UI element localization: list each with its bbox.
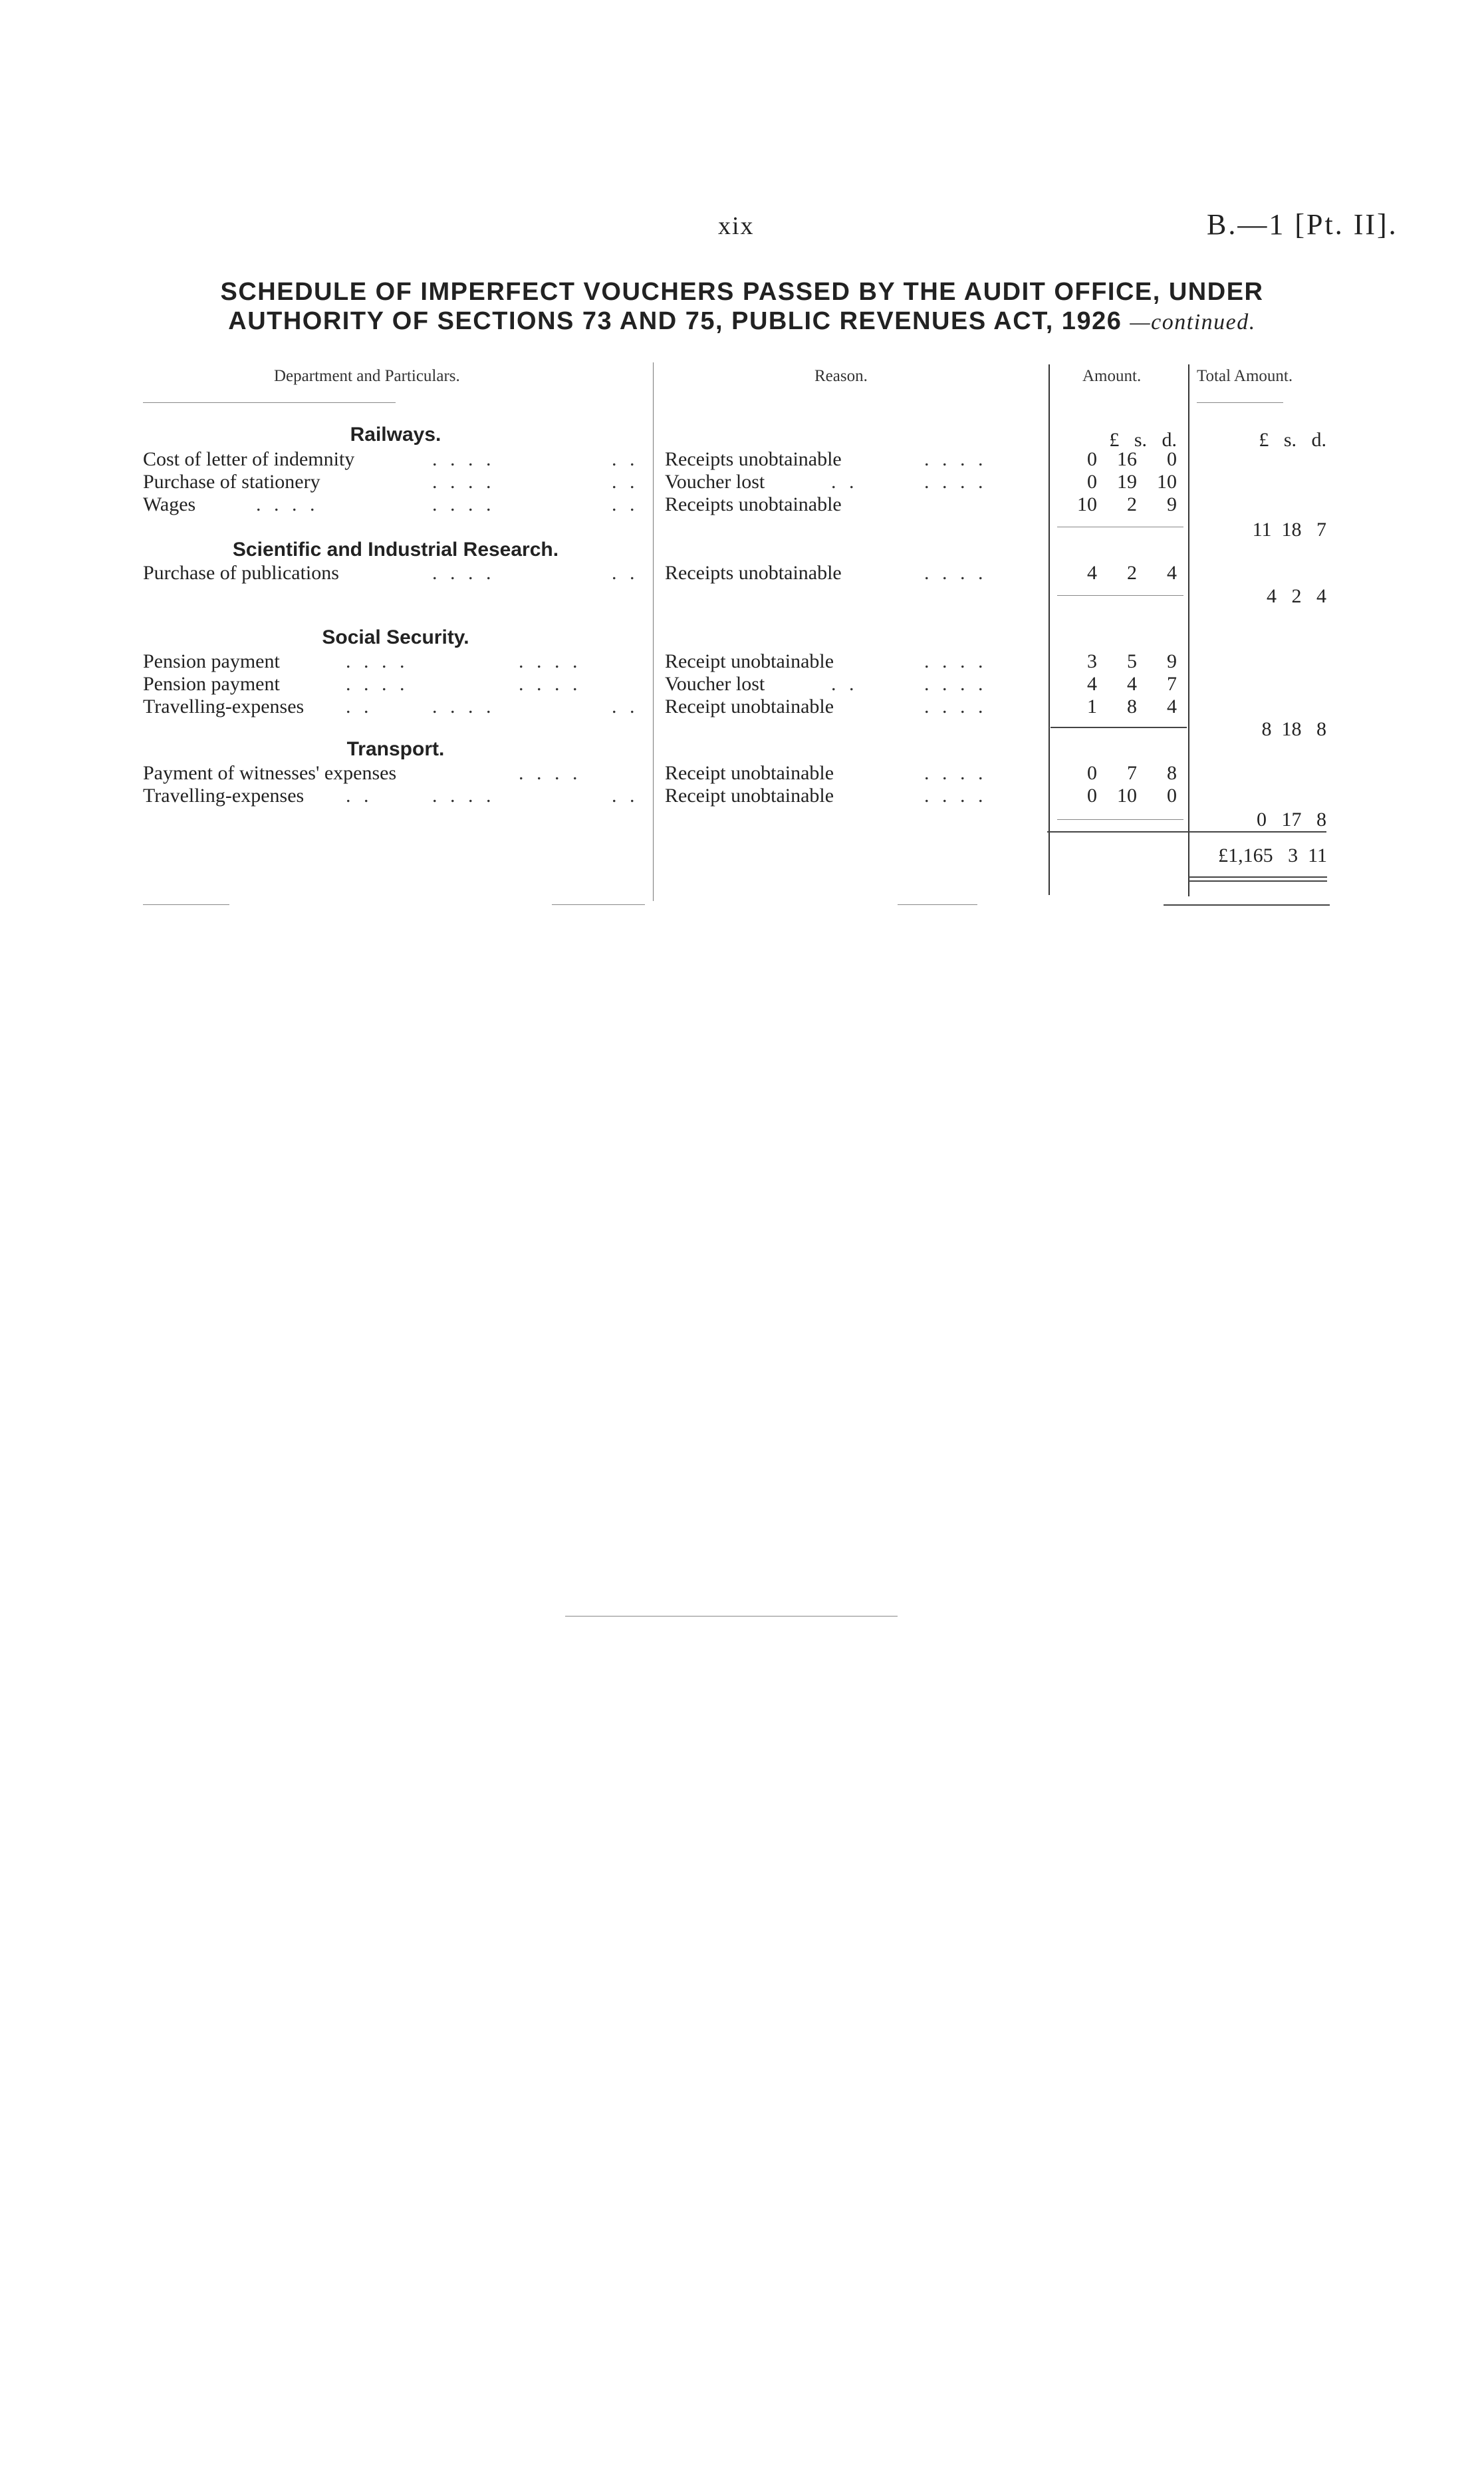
column-head-total: Total Amount. xyxy=(1197,367,1293,385)
dot-leader: . . . . xyxy=(256,493,319,515)
dot-leader: . . . . xyxy=(432,696,495,717)
dot-leader: . . xyxy=(346,696,373,717)
total-pence: 7 xyxy=(1316,519,1326,541)
amount-pence: 9 xyxy=(1167,650,1177,672)
amount-shillings: 16 xyxy=(1117,448,1137,470)
department-total-railways xyxy=(1197,519,1326,541)
dot-leader: . . . . xyxy=(432,471,495,493)
amount-pence: 9 xyxy=(1167,493,1177,515)
total-pounds: 11 xyxy=(1252,519,1272,541)
document-reference: B.—1 [Pt. II]. xyxy=(1207,208,1398,241)
grand-total-top-rule xyxy=(1047,831,1326,833)
dot-leader: . . xyxy=(831,471,858,493)
column-head-reason: Reason. xyxy=(814,367,868,385)
amount-shillings: 10 xyxy=(1117,785,1137,807)
department-heading-scientific-research: Scientific and Industrial Research. xyxy=(232,539,559,561)
item-reason: Voucher lost xyxy=(665,673,765,695)
grand-total-pence: 11 xyxy=(1308,844,1327,866)
dot-leader: . . . . xyxy=(346,650,409,672)
total-pence: 8 xyxy=(1316,718,1326,740)
amount-shillings: 8 xyxy=(1127,696,1137,717)
column-head-amount: Amount. xyxy=(1082,367,1142,385)
dot-leader: . . . . xyxy=(432,493,495,515)
item-particular: Travelling-expenses xyxy=(143,696,305,717)
department-heading-railways: Railways. xyxy=(350,424,441,446)
department-heading-transport: Transport. xyxy=(346,738,445,760)
dot-leader: . . . . xyxy=(519,650,582,672)
item-reason: Receipt unobtainable xyxy=(665,650,834,672)
dot-leader: . . xyxy=(612,785,639,807)
amount-pounds: 3 xyxy=(1087,650,1097,672)
table-bottom-rule xyxy=(1164,904,1330,906)
schedule-title-continued: —continued. xyxy=(1130,310,1256,334)
dot-leader: . . . . xyxy=(432,785,495,807)
item-particular: Purchase of publications xyxy=(143,562,339,584)
subtotal-rule xyxy=(1057,595,1183,596)
schedule-title-line2-text: AUTHORITY OF SECTIONS 73 AND 75, PUBLIC REVENUES ACT, 1926 xyxy=(228,307,1122,335)
item-particular: Payment of witnesses' expenses xyxy=(143,762,397,784)
amount-shillings: 2 xyxy=(1127,562,1137,584)
dot-leader: . . . . xyxy=(924,696,987,717)
amount-pence: 0 xyxy=(1167,785,1177,807)
amount-shillings: 4 xyxy=(1127,673,1137,695)
item-reason: Receipts unobtainable xyxy=(665,448,842,470)
dot-leader: . . . . xyxy=(924,448,987,470)
total-shillings: 2 xyxy=(1291,585,1302,607)
item-reason: Receipt unobtainable xyxy=(665,696,834,717)
item-particular: Cost of letter of indemnity xyxy=(143,448,355,470)
total-pence: 4 xyxy=(1316,585,1326,607)
dot-leader: . . . . xyxy=(924,673,987,695)
header-rule-left xyxy=(143,402,396,403)
total-pounds: 4 xyxy=(1267,585,1277,607)
amount-pounds: 0 xyxy=(1087,762,1097,784)
amount-shillings: 7 xyxy=(1127,762,1137,784)
amount-shillings: 2 xyxy=(1127,493,1137,515)
page-number: xix xyxy=(718,212,755,240)
dot-leader: . . . . xyxy=(432,562,495,584)
table-bottom-rule xyxy=(898,904,977,905)
amount-pence: 4 xyxy=(1167,696,1177,717)
item-particular: Purchase of stationery xyxy=(143,471,320,493)
item-particular: Travelling-expenses xyxy=(143,785,305,807)
total-shillings: 17 xyxy=(1281,809,1302,831)
unit-shillings: s. xyxy=(1283,429,1297,451)
grand-total-rule-1 xyxy=(1189,876,1327,878)
amount-pence: 7 xyxy=(1167,673,1177,695)
department-total-transport xyxy=(1197,809,1326,831)
dot-leader: . . xyxy=(612,448,639,470)
item-reason: Receipt unobtainable xyxy=(665,785,834,807)
item-particular: Wages xyxy=(143,493,196,515)
unit-pounds: £ xyxy=(1259,429,1269,451)
amount-pounds: 0 xyxy=(1087,448,1097,470)
dot-leader: . . . . xyxy=(924,650,987,672)
amount-pence: 0 xyxy=(1167,448,1177,470)
grand-total-pounds: £1,165 xyxy=(1218,844,1273,866)
unit-pounds: £ xyxy=(1109,429,1120,451)
amount-pounds: 4 xyxy=(1087,562,1097,584)
closing-rule xyxy=(565,1616,898,1617)
item-reason: Receipts unobtainable xyxy=(665,562,842,584)
column-head-particulars: Department and Particulars. xyxy=(274,367,460,385)
item-particular: Pension payment xyxy=(143,650,280,672)
total-units xyxy=(1197,429,1326,452)
column-rule-amount-left xyxy=(1049,364,1050,895)
dot-leader: . . . . xyxy=(346,673,409,695)
amount-pounds: 0 xyxy=(1087,785,1097,807)
amount-pounds: 4 xyxy=(1087,673,1097,695)
dot-leader: . . . . xyxy=(924,762,987,784)
dot-leader: . . xyxy=(612,562,639,584)
dot-leader: . . . . xyxy=(432,448,495,470)
item-particular: Pension payment xyxy=(143,673,280,695)
dot-leader: . . . . xyxy=(519,673,582,695)
unit-pence: d. xyxy=(1162,429,1177,451)
amount-pounds: 10 xyxy=(1077,493,1097,515)
dot-leader: . . xyxy=(612,471,639,493)
dot-leader: . . . . xyxy=(924,785,987,807)
amount-shillings: 19 xyxy=(1117,471,1137,493)
amount-pence: 8 xyxy=(1167,762,1177,784)
total-pounds: 0 xyxy=(1257,809,1267,831)
unit-pence: d. xyxy=(1311,429,1326,451)
total-pounds: 8 xyxy=(1261,718,1272,740)
table-bottom-rule xyxy=(143,904,229,905)
dot-leader: . . . . xyxy=(924,471,987,493)
column-rule-amount-right xyxy=(1188,364,1189,896)
table-bottom-rule xyxy=(552,904,645,905)
dot-leader: . . xyxy=(612,696,639,717)
amount-pounds: 0 xyxy=(1087,471,1097,493)
subtotal-rule xyxy=(1051,727,1187,728)
dot-leader: . . xyxy=(346,785,373,807)
subtotal-rule xyxy=(1057,819,1183,820)
item-reason: Receipt unobtainable xyxy=(665,762,834,784)
header-rule-right xyxy=(1197,402,1283,403)
amount-shillings: 5 xyxy=(1127,650,1137,672)
grand-total xyxy=(1189,844,1327,867)
total-shillings: 18 xyxy=(1281,718,1302,740)
department-heading-social-security: Social Security. xyxy=(322,626,469,648)
grand-total-rule-2 xyxy=(1189,880,1327,882)
dot-leader: . . xyxy=(612,493,639,515)
amount-pence: 4 xyxy=(1167,562,1177,584)
amount-pounds: 1 xyxy=(1087,696,1097,717)
column-rule-reason xyxy=(653,362,654,901)
grand-total-shillings: 3 xyxy=(1288,844,1298,866)
item-reason: Receipts unobtainable xyxy=(665,493,842,515)
total-shillings: 18 xyxy=(1281,519,1302,541)
dot-leader: . . . . xyxy=(519,762,582,784)
amount-pence: 10 xyxy=(1157,471,1177,493)
unit-shillings: s. xyxy=(1134,429,1147,451)
item-reason: Voucher lost xyxy=(665,471,765,493)
dot-leader: . . . . xyxy=(924,562,987,584)
department-total-scientific-research xyxy=(1197,585,1326,608)
department-total-social-security xyxy=(1197,718,1326,741)
dot-leader: . . xyxy=(831,673,858,695)
schedule-title-line2 xyxy=(0,307,1484,336)
schedule-title-line1: SCHEDULE OF IMPERFECT VOUCHERS PASSED BY THE AUDIT OFFICE, UNDER xyxy=(220,278,1264,306)
total-pence: 8 xyxy=(1316,809,1326,831)
